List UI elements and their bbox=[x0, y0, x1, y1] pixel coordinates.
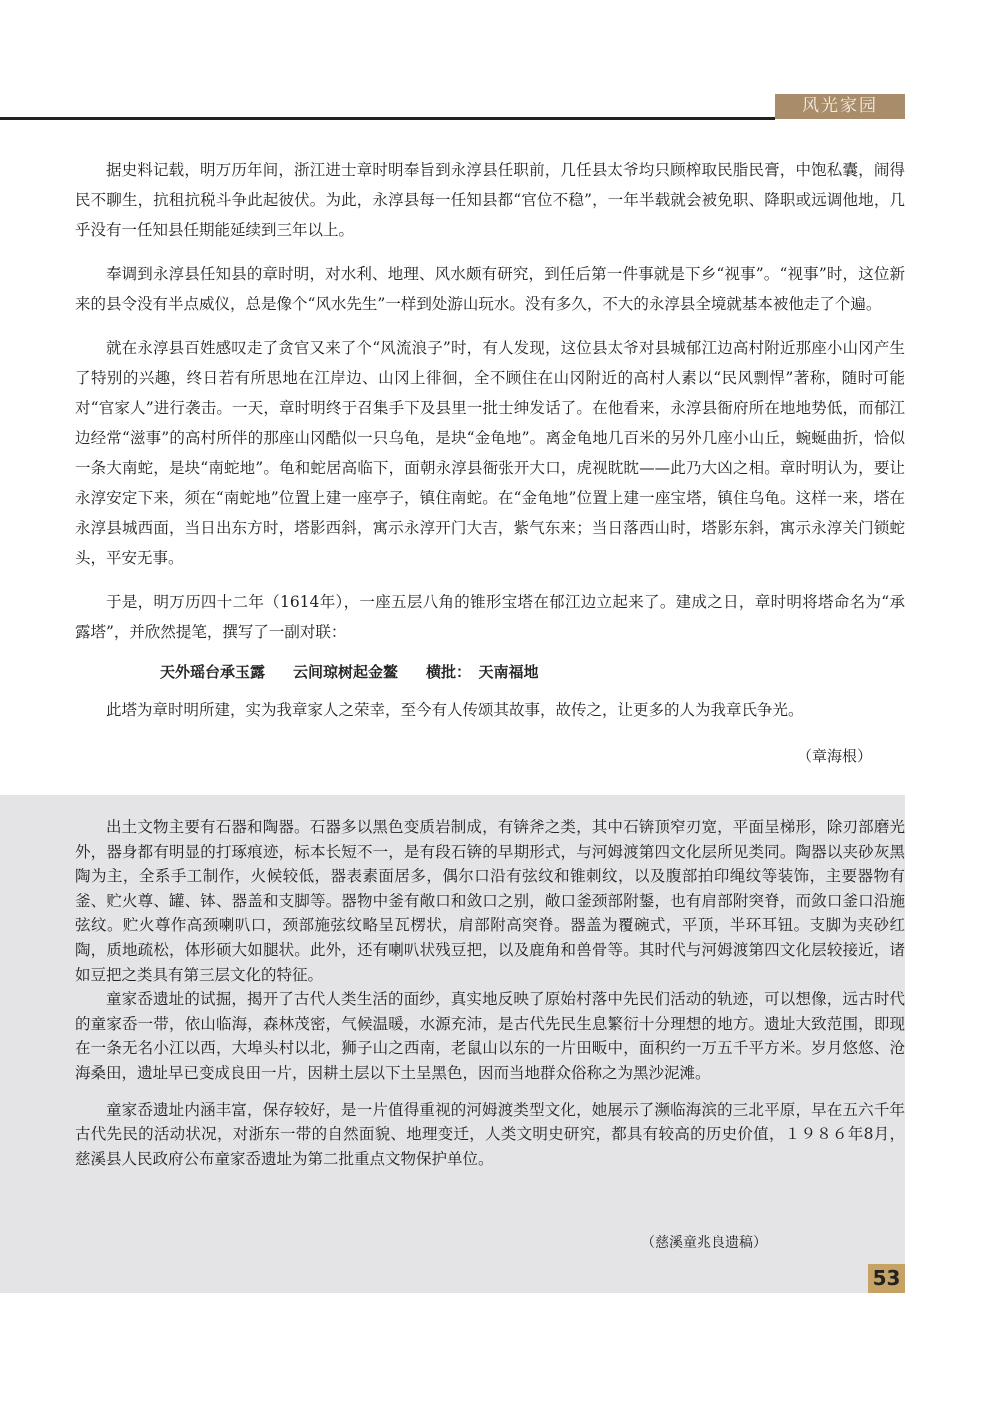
article-paragraph: 据史料记载，明万历年间，浙江进士章时明奉旨到永淳县任职前，几任县太爷均只顾榨取民脂民膏，中饱私囊，闹得民不聊生，抗租抗税斗争此起彼伏。为此，永淳县每一任知县都“官位不稳”，一年半载就会被免职、降职或远调他地，几乎没有一任知县任期能延续到三年以上。 bbox=[75, 161, 905, 239]
couplet-lower: 云间琼树起金鳌 bbox=[293, 663, 399, 681]
article-bottom bbox=[75, 815, 905, 1171]
article-paragraph: 就在永淳县百姓感叹走了贪官又来了个“风流浪子”时，有人发现，这位县太爷对县城郁江边高村附近那座小山冈产生了特别的兴趣，终日若有所思地在江岸边、山冈上徘徊，全不顾住在山冈附近的高村人素以“民风剽悍”著称，随时可能对“官家人”进行袭击。一天，章时明终于召集手下及县里一批士绅发话了。在他看来，永淳县衙府所在地地势低，而郁江边经常“滋事”的高村所伴的那座山冈酷似一只乌龟，是块“金龟地”。离金龟地几百米的另外几座小山丘，蜿蜒曲折，恰似一条大南蛇，是块“南蛇地”。龟和蛇居高临下，面朝永淳县衙张开大口，虎视眈眈——此乃大凶之相。章时明认为，要让永淳安定下来，须在“南蛇地”位置上建一座亭子，镇住南蛇。在“金龟地”位置上建一座宝塔，镇住乌龟。这样一来，塔在永淳县城西面，当日出东方时，塔影西斜，寓示永淳开门大吉，紫气东来；当日落西山时，塔影东斜，寓示永淳关门锁蛇头，平安无事。 bbox=[75, 339, 905, 567]
couplet-horizontal: 横批： 天南福地 bbox=[426, 663, 539, 681]
article-bottom-author: （慈溪童兆良遗稿） bbox=[641, 1235, 767, 1251]
couplet bbox=[75, 657, 905, 687]
article-closing: 此塔为章时明所建，实为我章家人之荣幸，至今有人传颂其故事，故传之，让更多的人为我章氏争光。 bbox=[106, 701, 804, 719]
header-rule bbox=[0, 117, 775, 120]
article-paragraph: 出土文物主要有石器和陶器。石器多以黑色变质岩制成，有锛斧之类，其中石锛顶窄刃宽，平面呈梯形，除刃部磨光外，器身都有明显的打琢痕迹，标本长短不一，是有段石锛的早期形式，与河姆渡第四文化层所见类同。陶器以夹砂灰黑陶为主，全系手工制作，火候较低，器表素面居多，偶尔口沿有弦纹和锥刺纹，以及腹部拍印绳纹等装饰，主要器物有釜、贮火尊、罐、钵、器盖和支脚等。器物中釜有敞口和敛口之别，敞口釜颈部附鋬，也有肩部附突脊，而敛口釜口沿施弦纹。贮火尊作高颈喇叭口，颈部施弦纹略呈瓦楞状，肩部附高突脊。器盖为覆碗式，平顶，半环耳钮。支脚为夹砂红陶，质地疏松，体形硕大如腿状。此外，还有喇叭状残豆把，以及鹿角和兽骨等。其时代与河姆渡第四文化层较接近，诸如豆把之类具有第三层文化的特征。 bbox=[75, 818, 905, 984]
article-top bbox=[75, 155, 905, 739]
article-paragraph: 奉调到永淳县任知县的章时明，对水利、地理、风水颇有研究，到任后第一件事就是下乡“视事”。“视事”时，这位新来的县令没有半点威仪，总是像个“风水先生”一样到处游山玩水。没有多久，不大的永淳县全境就基本被他走了个遍。 bbox=[75, 265, 905, 313]
page-number: 53 bbox=[868, 1264, 905, 1293]
article-top-author: （章海根） bbox=[796, 747, 872, 765]
couplet-upper: 天外瑶台承玉露 bbox=[160, 663, 266, 681]
article-paragraph: 童家岙遗址的试掘，揭开了古代人类生活的面纱，真实地反映了原始村落中先民们活动的轨迹，可以想像，远古时代的童家岙一带，依山临海，森林茂密，气候温暖，水源充沛，是古代先民生息繁衍十分理想的地方。遗址大致范围，即现在一条无名小江以西，大埠头村以北，狮子山之西南，老鼠山以东的一片田畈中，面积约一万五千平方米。岁月悠悠、沧海桑田，遗址早已变成良田一片，因耕土层以下土呈黑色，因而当地群众俗称之为黑沙泥滩。 bbox=[75, 990, 905, 1082]
article-paragraph: 童家岙遗址内涵丰富，保存较好，是一片值得重视的河姆渡类型文化，她展示了濒临海滨的三北平原，早在五六千年古代先民的活动状况，对浙东一带的自然面貌、地理变迁，人类文明史研究，都具有较高的历史价值，１９８６年8月，慈溪县人民政府公布童家岙遗址为第二批重点文物保护单位。 bbox=[75, 1100, 905, 1168]
section-title-tab: 风光家园 bbox=[775, 94, 905, 119]
article-paragraph: 于是，明万历四十二年（1614年），一座五层八角的锥形宝塔在郁江边立起来了。建成之日，章时明将塔命名为“承露塔”，并欣然提笔，撰写了一副对联： bbox=[75, 593, 905, 641]
